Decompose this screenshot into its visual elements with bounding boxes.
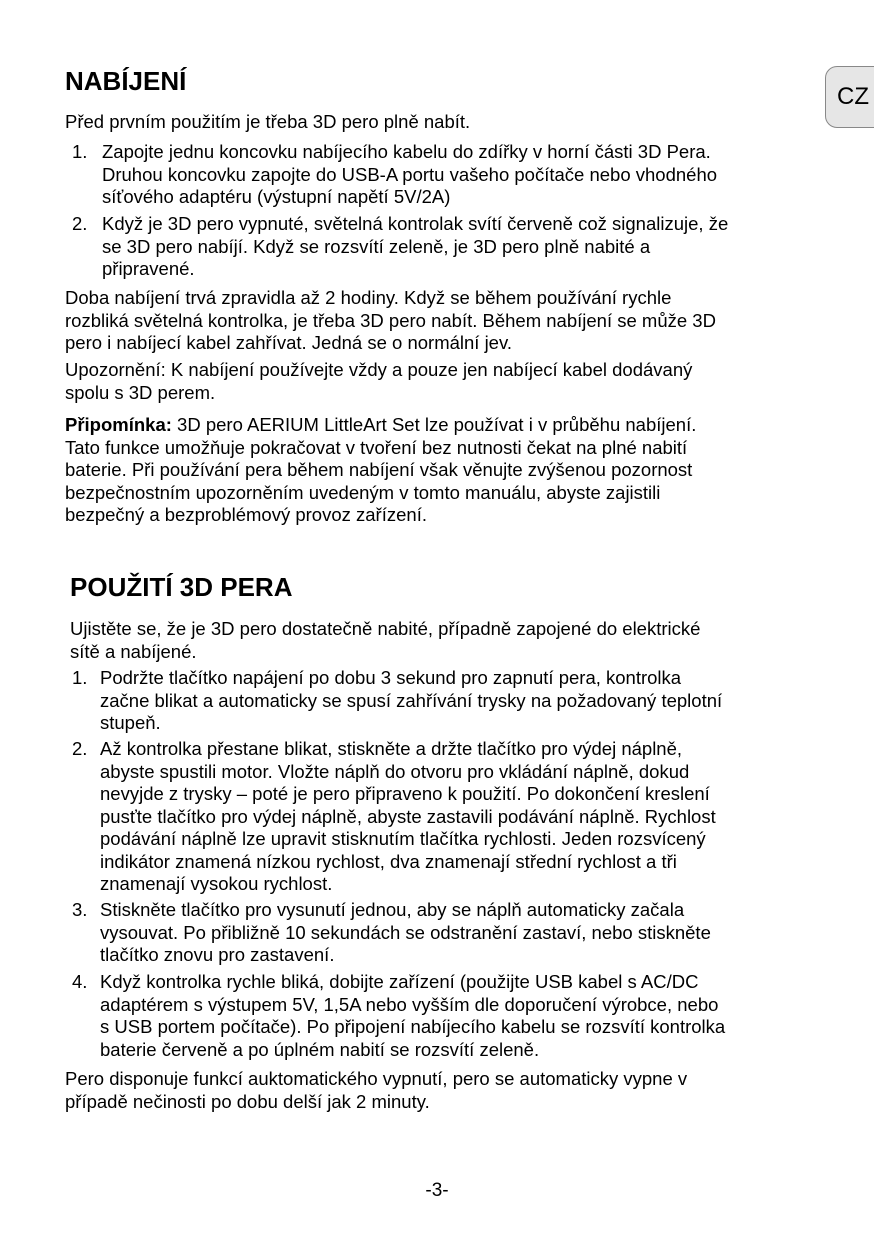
usage-intro: Ujistěte se, že je 3D pero dostatečně nabité, případně zapojené do elektrické sítě a nabíjené. [70, 618, 701, 662]
section-title-usage: POUŽITÍ 3D PERA [70, 572, 293, 602]
charging-intro: Před prvním použitím je třeba 3D pero plně nabít. [65, 111, 471, 132]
page-number: -3- [425, 1180, 449, 1201]
language-tab [825, 66, 874, 128]
charging-note-paragraph [65, 414, 696, 527]
language-label: CZ [837, 83, 869, 110]
note-label: Připomínka: [65, 414, 172, 435]
note-text: 3D pero AERIUM LittleArt Set lze používat i v průběhu nabíjení. Tato funkce umožňuje pokračovat v tvoření bez nutnosti čekat na plné nabití baterie. Při používání pera během nabíjení však věnujte zvýšenou pozornost bezpečnostním upozorněním uvedeným v tomto manuálu, abyste zajistili bezpečný a bezproblémový provoz zařízení. [65, 414, 697, 525]
charging-warning-paragraph: Upozornění: K nabíjení používejte vždy a pouze jen nabíjecí kabel dodávaný spolu s 3D perem. [65, 359, 693, 403]
auto-off-paragraph: Pero disponuje funkcí auktomatického vypnutí, pero se automaticky vypne v případě nečinosti po dobu delší jak 2 minuty. [65, 1068, 688, 1112]
section-title-charging: NABÍJENÍ [65, 66, 187, 96]
charging-duration-paragraph: Doba nabíjení trvá zpravidla až 2 hodiny. Když se během používání rychle rozbliká světelná kontrolka, je třeba 3D pero nabít. Během nabíjení se může 3D pero i nabíjecí kabel zahřívat. Jedná se o normální jev. [65, 287, 716, 353]
